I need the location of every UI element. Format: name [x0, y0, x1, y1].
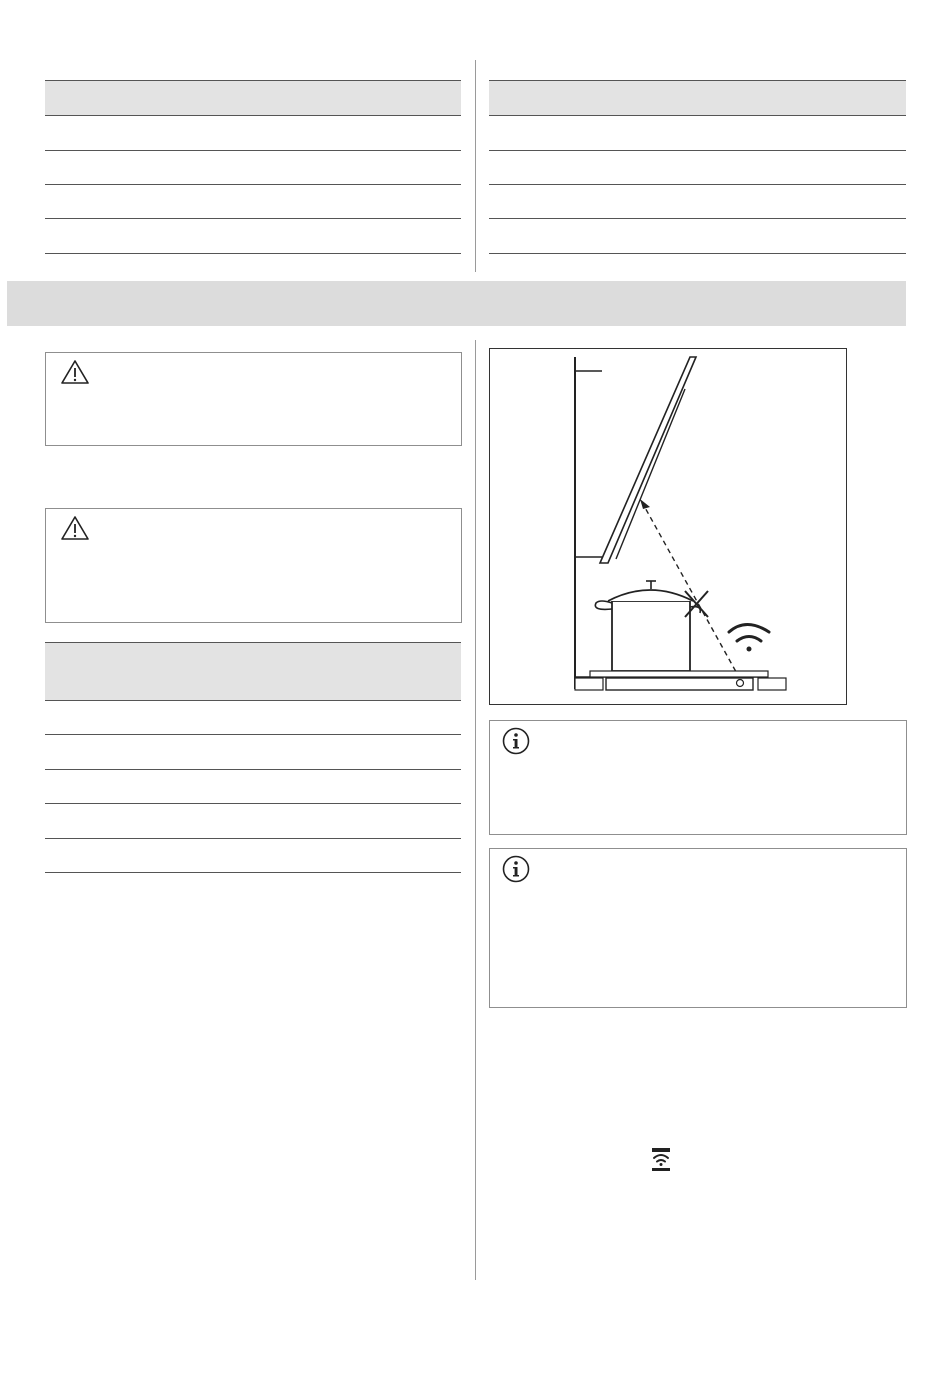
- hood-hob-figure: [489, 348, 847, 705]
- warning-box: [45, 352, 462, 446]
- hood-illustration: [490, 349, 846, 704]
- table-header: [489, 80, 906, 116]
- table-row: [45, 116, 461, 151]
- info-icon: [502, 855, 530, 883]
- column-divider: [475, 60, 476, 272]
- table-row: [45, 219, 461, 254]
- warning-box: [45, 508, 462, 623]
- section-heading-band: [7, 281, 906, 326]
- top-right-table: [489, 80, 906, 255]
- table-row: [489, 151, 906, 185]
- table-header: [45, 642, 461, 701]
- info-note: [489, 848, 907, 1008]
- table-header: [45, 80, 461, 116]
- table-row: [45, 701, 461, 735]
- table-row: [45, 839, 461, 873]
- table-row: [45, 804, 461, 839]
- body-text: [45, 460, 460, 490]
- info-note: [489, 720, 907, 835]
- table-row: [45, 185, 461, 219]
- hob2hood-icon: [649, 1146, 673, 1172]
- bottom-left-table: [45, 642, 461, 874]
- table-row: [45, 770, 461, 804]
- top-left-table: [45, 80, 461, 255]
- table-row: [489, 185, 906, 219]
- wireless-signal-icon: [729, 625, 769, 652]
- warning-triangle-icon: [60, 359, 90, 385]
- hob-sensor-icon: [737, 680, 744, 687]
- warning-triangle-icon: [60, 515, 90, 541]
- table-row: [45, 735, 461, 770]
- pot-icon: [595, 581, 700, 671]
- table-row: [45, 151, 461, 185]
- table-row: [489, 116, 906, 151]
- table-row: [489, 219, 906, 254]
- info-icon: [502, 727, 530, 755]
- column-divider-lower: [475, 340, 476, 1280]
